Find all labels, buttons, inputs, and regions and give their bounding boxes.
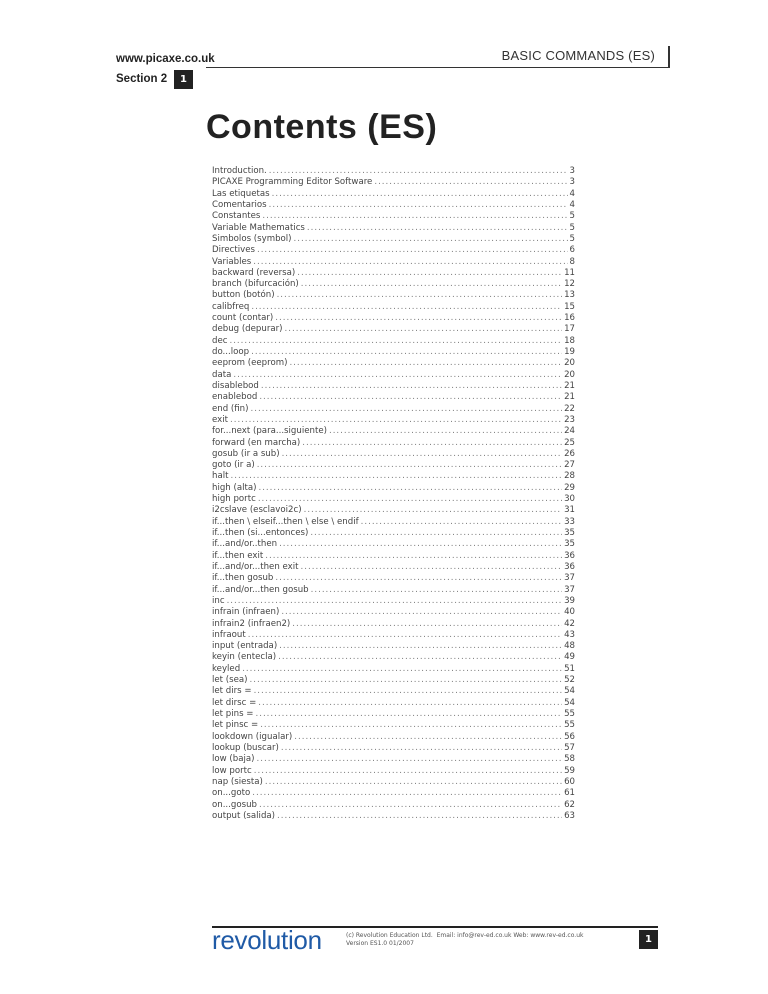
toc-entry[interactable] — [212, 415, 575, 426]
toc-leader-dots — [289, 358, 562, 369]
toc-entry-page: 19 — [564, 347, 575, 357]
toc-entry[interactable] — [212, 619, 575, 630]
toc-leader-dots — [230, 415, 562, 426]
toc-entry[interactable] — [212, 698, 575, 709]
toc-leader-dots — [257, 245, 568, 256]
toc-entry-page: 30 — [564, 494, 575, 505]
toc-entry-page: 35 — [564, 539, 575, 550]
toc-entry-page: 54 — [564, 686, 575, 697]
page-title: Contents (ES) — [206, 108, 438, 146]
toc-leader-dots — [254, 686, 563, 697]
toc-entry-label: calibfreq — [212, 301, 250, 312]
toc-entry[interactable] — [212, 743, 575, 754]
toc-entry[interactable] — [212, 279, 575, 290]
toc-entry-page: 54 — [564, 697, 575, 708]
toc-entry-label: Simbolos (symbol) — [212, 233, 292, 244]
toc-leader-dots — [275, 573, 562, 584]
toc-entry[interactable] — [212, 223, 575, 234]
toc-entry[interactable] — [212, 404, 575, 415]
toc-entry[interactable] — [212, 754, 575, 765]
toc-entry-page: 42 — [564, 618, 575, 629]
toc-entry-label: eeprom (eeprom) — [212, 358, 288, 369]
toc-leader-dots — [257, 460, 562, 471]
toc-entry-page: 28 — [564, 471, 575, 482]
toc-entry-label: low portc — [212, 765, 252, 776]
toc-entry-label: if...then (si...entonces) — [212, 528, 309, 538]
toc-leader-dots — [262, 211, 567, 222]
toc-entry[interactable] — [212, 788, 575, 799]
toc-leader-dots — [272, 189, 568, 200]
toc-entry-label: if...and/or...then gosub — [212, 584, 309, 595]
toc-entry-label: keyin (entecla) — [212, 652, 277, 663]
toc-entry-label: infraout — [212, 629, 246, 640]
toc-leader-dots — [259, 392, 562, 403]
toc-entry-label: nap (siesta) — [212, 776, 263, 787]
toc-entry-page: 37 — [564, 573, 575, 584]
toc-entry[interactable] — [212, 800, 575, 811]
page-number-badge: 1 — [639, 930, 658, 949]
toc-entry[interactable] — [212, 257, 575, 268]
toc-entry-label: Directives — [212, 245, 255, 256]
toc-leader-dots — [233, 370, 562, 381]
toc-entry-label: infrain2 (infraen2) — [212, 618, 291, 629]
toc-entry[interactable] — [212, 336, 575, 347]
toc-leader-dots — [374, 177, 567, 188]
toc-leader-dots — [294, 234, 568, 245]
toc-entry[interactable] — [212, 777, 575, 788]
toc-entry-page: 31 — [564, 505, 575, 516]
toc-entry[interactable] — [212, 630, 575, 641]
toc-entry-page: 63 — [564, 810, 575, 821]
toc-leader-dots — [260, 720, 562, 731]
footer-text — [346, 932, 583, 948]
toc-leader-dots — [285, 324, 563, 335]
toc-entry[interactable] — [212, 573, 575, 584]
footer-copyright: (c) Revolution Education Ltd. Email: info@rev-ed.co.uk Web: www.rev-ed.co.uk — [346, 932, 584, 939]
toc-leader-dots — [242, 664, 562, 675]
toc-entry-page: 43 — [564, 629, 575, 640]
toc-leader-dots — [255, 709, 562, 720]
toc-entry-label: Comentarios — [212, 199, 267, 210]
toc-entry[interactable] — [212, 585, 575, 596]
site-url: www.picaxe.co.uk — [116, 53, 215, 65]
toc-entry-page: 52 — [564, 675, 575, 686]
toc-entry-label: on...gosub — [212, 799, 257, 810]
toc-entry[interactable] — [212, 211, 575, 222]
toc-entry-label: Introduction. — [212, 166, 267, 176]
toc-entry-page: 25 — [564, 437, 575, 448]
toc-entry[interactable] — [212, 517, 575, 528]
toc-entry-page: 56 — [564, 731, 575, 742]
toc-entry-label: let (sea) — [212, 675, 248, 686]
toc-entry-label: disablebod — [212, 380, 259, 391]
toc-entry-label: end (fin) — [212, 403, 249, 414]
header-rule — [206, 67, 669, 68]
section-label: Section 2 — [116, 73, 168, 85]
toc-entry[interactable] — [212, 562, 575, 573]
toc-entry-page: 36 — [564, 550, 575, 561]
toc-leader-dots — [258, 494, 562, 505]
toc-entry-page: 20 — [564, 358, 575, 369]
toc-leader-dots — [275, 313, 562, 324]
table-of-contents — [212, 166, 575, 822]
toc-leader-dots — [281, 607, 562, 618]
toc-entry-label: gosub (ir a sub) — [212, 448, 280, 459]
toc-entry-page: 27 — [564, 460, 575, 471]
header-rule-end — [668, 46, 670, 68]
toc-leader-dots — [310, 528, 562, 539]
toc-entry[interactable] — [212, 381, 575, 392]
toc-leader-dots — [301, 279, 562, 290]
toc-entry-label: count (contar) — [212, 313, 274, 324]
toc-entry[interactable] — [212, 494, 575, 505]
toc-entry[interactable] — [212, 347, 575, 358]
toc-leader-dots — [265, 777, 562, 788]
toc-entry-page: 4 — [569, 188, 575, 199]
toc-entry[interactable] — [212, 438, 575, 449]
toc-leader-dots — [258, 698, 562, 709]
toc-entry-page: 48 — [564, 641, 575, 652]
toc-entry-page: 22 — [564, 403, 575, 414]
toc-entry-page: 5 — [569, 233, 575, 244]
toc-entry-label: PICAXE Programming Editor Software — [212, 177, 373, 188]
toc-leader-dots — [251, 347, 562, 358]
toc-leader-dots — [277, 290, 562, 301]
toc-entry-label: data — [212, 369, 232, 380]
toc-entry[interactable] — [212, 652, 575, 663]
toc-entry-label: do...loop — [212, 347, 250, 357]
toc-entry-page: 3 — [569, 177, 575, 188]
toc-entry-page: 33 — [564, 516, 575, 527]
footer-version: Version ES1.0 01/2007 — [346, 940, 414, 947]
running-title: BASIC COMMANDS (ES) — [501, 48, 655, 63]
toc-entry-label: exit — [212, 414, 228, 425]
toc-leader-dots — [292, 619, 562, 630]
toc-leader-dots — [311, 585, 562, 596]
toc-leader-dots — [361, 517, 562, 528]
toc-entry-page: 55 — [564, 720, 575, 731]
toc-entry-label: output (salida) — [212, 810, 276, 821]
toc-leader-dots — [269, 200, 568, 211]
toc-entry[interactable] — [212, 324, 575, 335]
toc-entry-label: let pinsc = — [212, 720, 259, 731]
toc-leader-dots — [294, 732, 562, 743]
toc-leader-dots — [252, 788, 562, 799]
toc-entry-label: for...next (para...siguiente) — [212, 426, 327, 437]
toc-leader-dots — [304, 505, 562, 516]
toc-entry-page: 37 — [564, 584, 575, 595]
toc-entry[interactable] — [212, 528, 575, 539]
toc-leader-dots — [258, 483, 562, 494]
toc-leader-dots — [251, 302, 562, 313]
toc-entry[interactable] — [212, 460, 575, 471]
toc-leader-dots — [254, 766, 562, 777]
toc-entry-label: lookdown (igualar) — [212, 731, 293, 742]
toc-entry-label: Variable Mathematics — [212, 222, 305, 233]
toc-entry-page: 55 — [564, 709, 575, 719]
toc-entry[interactable] — [212, 641, 575, 652]
toc-entry-page: 17 — [564, 324, 575, 335]
toc-entry-page: 13 — [564, 290, 575, 301]
toc-entry-page: 20 — [564, 369, 575, 380]
toc-entry-page: 35 — [564, 528, 575, 538]
toc-entry[interactable] — [212, 675, 575, 686]
toc-entry-label: halt — [212, 471, 229, 482]
toc-entry[interactable] — [212, 483, 575, 494]
toc-entry[interactable] — [212, 200, 575, 211]
toc-entry-page: 40 — [564, 607, 575, 618]
toc-leader-dots — [302, 438, 562, 449]
toc-entry-label: let dirsc = — [212, 697, 257, 708]
toc-entry-label: branch (bifurcación) — [212, 279, 299, 290]
toc-leader-dots — [261, 381, 562, 392]
toc-entry-page: 8 — [569, 256, 575, 267]
toc-entry-label: keyled — [212, 663, 241, 674]
toc-entry-label: if...and/or..then — [212, 539, 278, 550]
toc-entry[interactable] — [212, 471, 575, 482]
toc-entry-label: let dirs = — [212, 686, 252, 697]
toc-entry-page: 3 — [569, 166, 575, 176]
toc-leader-dots — [253, 257, 567, 268]
toc-entry-page: 12 — [564, 279, 575, 290]
toc-entry-label: backward (reversa) — [212, 267, 296, 278]
toc-entry-page: 49 — [564, 652, 575, 663]
toc-leader-dots — [329, 426, 562, 437]
toc-leader-dots — [229, 336, 562, 347]
toc-entry-page: 24 — [564, 426, 575, 437]
toc-entry-label: if...then \ elseif...then \ else \ endif — [212, 516, 359, 527]
toc-leader-dots — [251, 404, 563, 415]
toc-entry[interactable] — [212, 720, 575, 731]
toc-entry[interactable] — [212, 505, 575, 516]
toc-entry[interactable] — [212, 539, 575, 550]
toc-entry-page: 59 — [564, 765, 575, 776]
toc-leader-dots — [281, 743, 562, 754]
toc-entry-label: if...and/or...then exit — [212, 561, 299, 572]
toc-entry-page: 5 — [569, 211, 575, 222]
toc-entry-label: forward (en marcha) — [212, 437, 301, 448]
toc-entry[interactable] — [212, 709, 575, 720]
toc-entry[interactable] — [212, 732, 575, 743]
toc-entry[interactable] — [212, 268, 575, 279]
section-number-badge: 1 — [174, 70, 193, 89]
toc-entry-page: 51 — [564, 663, 575, 674]
toc-leader-dots — [279, 641, 562, 652]
toc-entry-label: infrain (infraen) — [212, 607, 280, 618]
toc-entry-label: goto (ir a) — [212, 460, 255, 471]
toc-leader-dots — [277, 811, 562, 822]
toc-entry[interactable] — [212, 392, 575, 403]
toc-leader-dots — [279, 539, 562, 550]
toc-entry-label: on...goto — [212, 788, 251, 799]
toc-entry-page: 29 — [564, 482, 575, 493]
toc-entry[interactable] — [212, 664, 575, 675]
toc-entry-label: lookup (buscar) — [212, 742, 279, 753]
revolution-logo: revolution — [212, 925, 322, 955]
toc-entry-page: 39 — [564, 595, 575, 606]
toc-entry-label: dec — [212, 335, 228, 346]
toc-leader-dots — [257, 754, 563, 765]
toc-entry[interactable] — [212, 766, 575, 777]
toc-entry-page: 6 — [569, 245, 575, 256]
toc-entry-page: 60 — [564, 776, 575, 787]
toc-entry[interactable] — [212, 234, 575, 245]
toc-leader-dots — [278, 652, 562, 663]
toc-leader-dots — [269, 166, 568, 177]
toc-entry-label: button (botón) — [212, 290, 275, 301]
toc-entry-label: enablebod — [212, 392, 258, 403]
toc-entry[interactable] — [212, 290, 575, 301]
toc-entry[interactable] — [212, 607, 575, 618]
toc-entry-label: high (alta) — [212, 482, 257, 493]
toc-entry-label: debug (depurar) — [212, 324, 283, 335]
toc-entry-label: low (baja) — [212, 754, 255, 765]
toc-entry-page: 16 — [564, 313, 575, 324]
toc-entry[interactable] — [212, 166, 575, 177]
toc-entry-page: 18 — [564, 335, 575, 346]
toc-entry-label: Las etiquetas — [212, 188, 270, 199]
toc-entry-page: 15 — [564, 301, 575, 312]
toc-leader-dots — [282, 449, 563, 460]
toc-leader-dots — [248, 630, 562, 641]
toc-entry-label: Constantes — [212, 211, 261, 222]
toc-entry-label: inc — [212, 595, 225, 606]
toc-leader-dots — [297, 268, 562, 279]
toc-entry-page: 58 — [564, 754, 575, 765]
toc-entry[interactable] — [212, 551, 575, 562]
toc-leader-dots — [307, 223, 568, 234]
toc-entry-page: 11 — [564, 267, 575, 278]
toc-entry[interactable] — [212, 177, 575, 188]
toc-entry-label: let pins = — [212, 709, 254, 719]
toc-entry[interactable] — [212, 370, 575, 381]
toc-entry-page: 23 — [564, 414, 575, 425]
toc-entry[interactable] — [212, 302, 575, 313]
toc-entry-page: 5 — [569, 222, 575, 233]
toc-leader-dots — [250, 675, 563, 686]
toc-entry-label: input (entrada) — [212, 641, 278, 652]
toc-entry-page: 26 — [564, 448, 575, 459]
toc-entry-label: Variables — [212, 256, 252, 267]
toc-entry-page: 21 — [564, 392, 575, 403]
toc-entry[interactable] — [212, 596, 575, 607]
toc-entry[interactable] — [212, 358, 575, 369]
toc-entry-page: 4 — [569, 199, 575, 210]
toc-entry[interactable] — [212, 313, 575, 324]
toc-leader-dots — [265, 551, 562, 562]
toc-entry-label: high portc — [212, 494, 256, 505]
toc-entry[interactable] — [212, 426, 575, 437]
toc-leader-dots — [227, 596, 563, 607]
toc-entry-page: 21 — [564, 380, 575, 391]
toc-entry-page: 36 — [564, 561, 575, 572]
toc-entry-label: if...then exit — [212, 550, 264, 561]
toc-entry[interactable] — [212, 686, 575, 697]
toc-entry-page: 57 — [564, 742, 575, 753]
toc-entry[interactable] — [212, 449, 575, 460]
toc-leader-dots — [301, 562, 563, 573]
toc-entry[interactable] — [212, 245, 575, 256]
toc-leader-dots — [230, 471, 562, 482]
toc-leader-dots — [259, 800, 562, 811]
toc-entry-label: i2cslave (esclavoi2c) — [212, 505, 302, 516]
toc-entry-page: 62 — [564, 799, 575, 810]
toc-entry-page: 61 — [564, 788, 575, 799]
toc-entry[interactable] — [212, 811, 575, 822]
toc-entry[interactable] — [212, 189, 575, 200]
toc-entry-label: if...then gosub — [212, 573, 274, 584]
